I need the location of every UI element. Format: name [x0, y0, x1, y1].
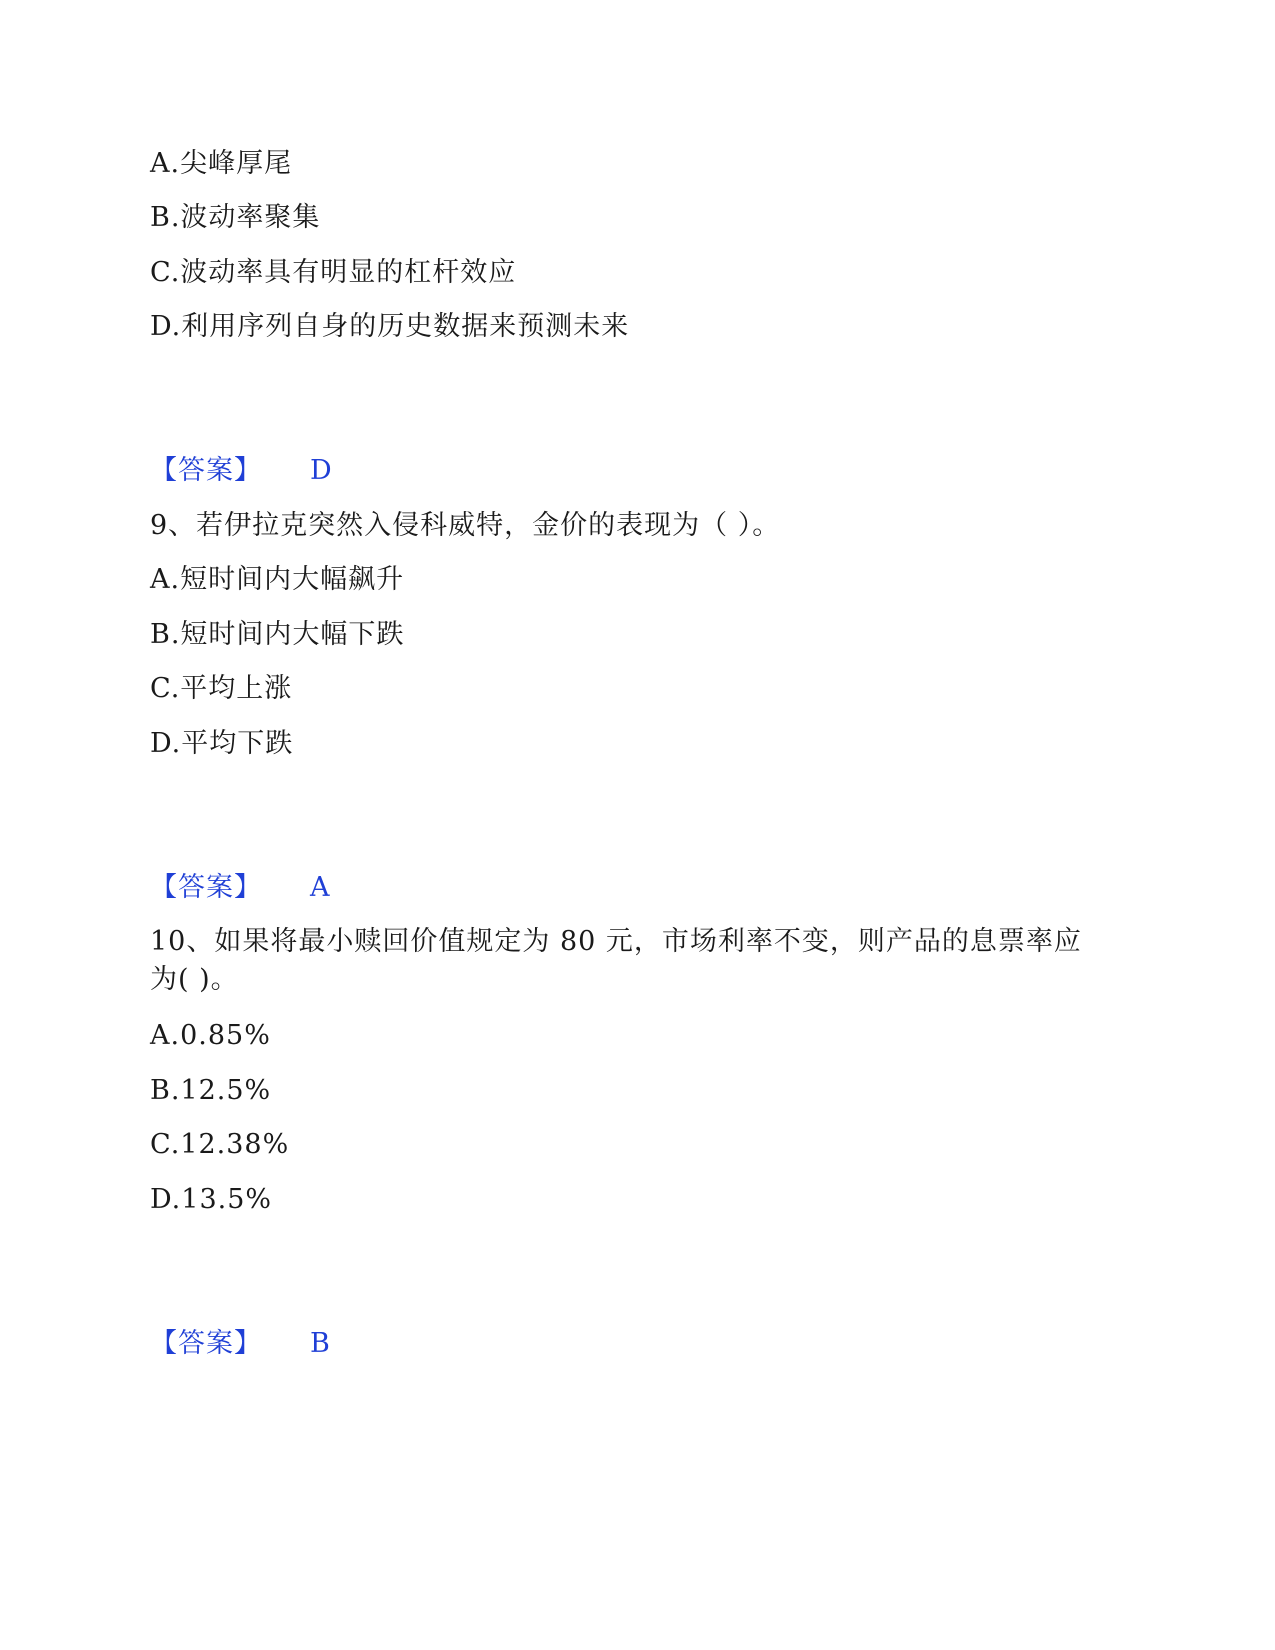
q9-option-c: C.平均上涨 [150, 673, 293, 704]
q9-option-b: B.短时间内大幅下跌 [150, 619, 405, 650]
q10-option-b: B.12.5% [150, 1075, 272, 1106]
q10-answer [150, 1326, 331, 1362]
q9-option-d: D.平均下跌 [150, 728, 294, 759]
q9-question: 9、若伊拉克突然入侵科威特，金价的表现为（ ）。 [150, 510, 781, 541]
q8-option-d: D.利用序列自身的历史数据来预测未来 [150, 311, 630, 342]
q9-answer [150, 870, 331, 906]
answer-value: D [310, 455, 333, 486]
q10-option-a: A.0.85% [150, 1020, 271, 1051]
answer-value: B [310, 1328, 331, 1359]
q8-answer [150, 453, 333, 489]
answer-label: 【答案】 [150, 1328, 262, 1359]
q10-option-c: C.12.38% [150, 1129, 290, 1160]
q10-option-d: D.13.5% [150, 1184, 273, 1215]
q8-option-a: A.尖峰厚尾 [150, 148, 293, 179]
q8-option-c: C.波动率具有明显的杠杆效应 [150, 257, 517, 288]
q9-option-a: A.短时间内大幅飙升 [150, 564, 405, 595]
answer-value: A [310, 872, 331, 903]
answer-label: 【答案】 [150, 872, 262, 903]
answer-label: 【答案】 [150, 455, 262, 486]
q10-question-line2: 为( )。 [150, 964, 239, 995]
q8-option-b: B.波动率聚集 [150, 202, 321, 233]
q10-question-line1: 10、如果将最小赎回价值规定为 80 元，市场利率不变，则产品的息票率应 [150, 926, 1082, 957]
